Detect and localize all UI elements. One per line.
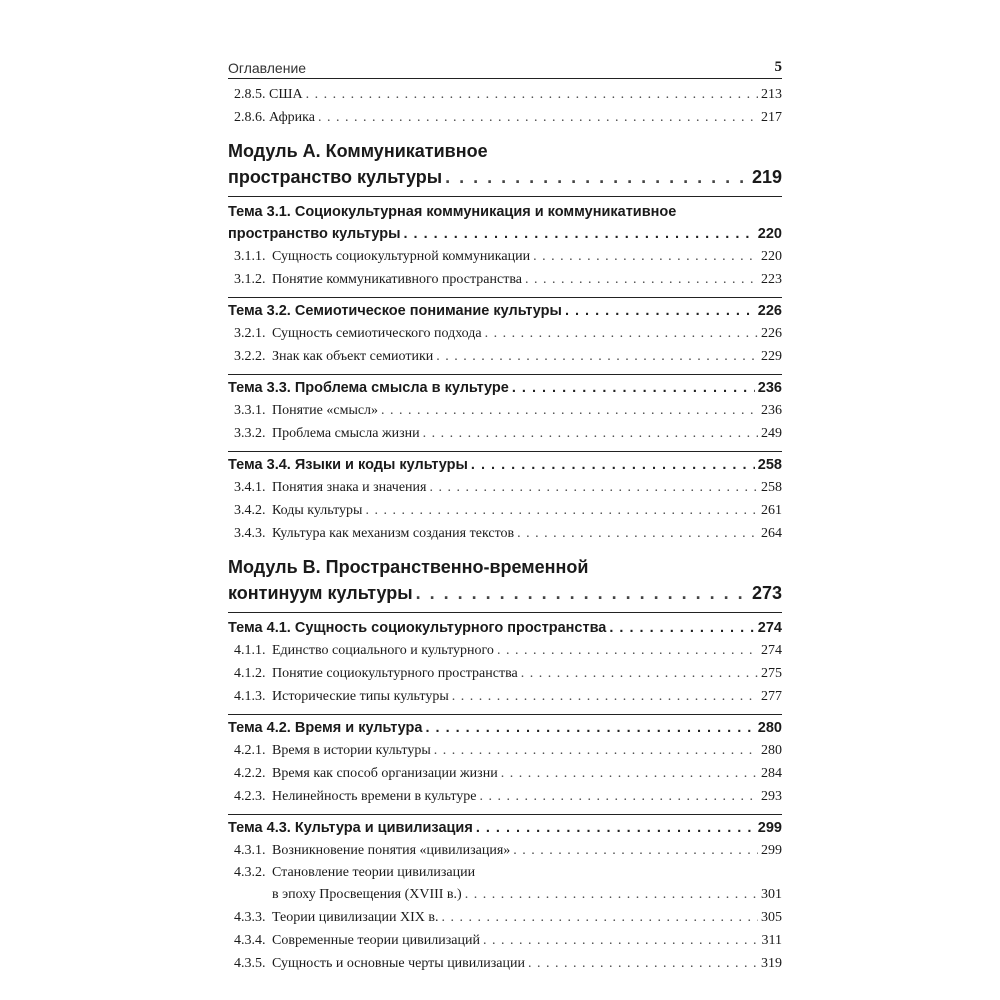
toc-entry-code: 4.3.5. <box>234 956 266 971</box>
toc-entry-code: 4.3.3. <box>234 910 266 925</box>
toc-entry-code: 4.2.2. <box>234 766 266 781</box>
topic-page: 280 <box>757 720 782 736</box>
toc-entry-page: 261 <box>761 503 782 518</box>
toc-entry-label: Исторические типы культуры <box>272 689 449 704</box>
topic-page: 236 <box>757 380 782 396</box>
topic-title: Тема 3.2. Семиотическое понимание культуры <box>228 303 562 319</box>
toc-entry[interactable] <box>228 245 782 268</box>
toc-entry[interactable] <box>228 929 782 952</box>
toc-entry-code: 4.3.4. <box>234 933 266 948</box>
toc-entry-label: Знак как объект семиотики <box>272 349 434 364</box>
toc-entry-page: 311 <box>761 933 782 948</box>
toc-entry-page: 319 <box>761 956 782 971</box>
toc-entry[interactable] <box>228 662 782 685</box>
toc-entry-label: Время в истории культуры <box>272 743 431 758</box>
module-page: 273 <box>751 583 782 603</box>
toc-entry-label: Понятие социокультурного пространства <box>272 666 518 681</box>
topic-4-2[interactable] <box>228 714 782 739</box>
toc-entry-code: 4.1.1. <box>234 643 266 658</box>
topic-title-line: пространство культуры <box>228 226 401 242</box>
toc-entry[interactable] <box>228 522 782 545</box>
topic-page: 226 <box>757 303 782 319</box>
toc-entry-page: 305 <box>761 910 782 925</box>
toc-entry-label: Сущность социокультурной коммуникации <box>272 249 531 264</box>
toc-entry-code: 4.3.1. <box>234 843 266 858</box>
toc-entry-label: в эпоху Просвещения (XVIII в.) <box>272 887 462 902</box>
toc-entry-page: 217 <box>761 110 782 125</box>
topic-4-3[interactable] <box>228 814 782 839</box>
topic-3-4[interactable] <box>228 451 782 476</box>
module-title-line: Модуль А. Коммуникативное <box>228 141 488 161</box>
toc-entry[interactable] <box>228 399 782 422</box>
toc-entry-page: 280 <box>761 743 782 758</box>
toc-entry-label: Сущность семиотического подхода <box>272 326 482 341</box>
toc-entry-label: Понятие коммуникативного пространства <box>272 272 522 287</box>
toc-entry-page: 249 <box>761 426 782 441</box>
toc-entry[interactable] <box>228 345 782 368</box>
toc-entry-page: 275 <box>761 666 782 681</box>
toc-entry-label: Культура как механизм создания текстов <box>272 526 515 541</box>
toc-entry-label: Возникновение понятия «цивилизация» <box>272 843 511 858</box>
toc-entry-page: 277 <box>761 689 782 704</box>
topic-title: Тема 4.2. Время и культура <box>228 720 423 736</box>
table-of-contents <box>228 83 782 975</box>
topic-page: 258 <box>757 457 782 473</box>
toc-page <box>228 54 782 975</box>
toc-entry-code: 3.4.3. <box>234 526 266 541</box>
toc-entry[interactable] <box>228 422 782 445</box>
toc-entry-page: 274 <box>761 643 782 658</box>
toc-entry-label: Время как способ организации жизни <box>272 766 498 781</box>
toc-entry[interactable] <box>228 83 782 106</box>
toc-entry-page: 258 <box>761 480 782 495</box>
toc-entry[interactable] <box>228 762 782 785</box>
toc-entry-code: 3.4.2. <box>234 503 266 518</box>
toc-entry-multiline[interactable] <box>228 862 782 906</box>
topic-title: Тема 4.3. Культура и цивилизация <box>228 820 473 836</box>
module-a-heading[interactable] <box>228 139 782 197</box>
module-title-line: пространство культуры <box>228 167 443 187</box>
toc-entry-label: Единство социального и культурного <box>272 643 494 658</box>
toc-entry-page: 213 <box>761 87 782 102</box>
toc-entry-code: 4.2.3. <box>234 789 266 804</box>
toc-entry[interactable] <box>228 685 782 708</box>
topic-4-1[interactable] <box>228 617 782 639</box>
toc-entry[interactable] <box>228 106 782 129</box>
toc-entry-label: 2.8.5. США <box>234 87 303 102</box>
topic-page: 220 <box>757 226 782 242</box>
toc-entry[interactable] <box>228 785 782 808</box>
toc-entry-page: 220 <box>761 249 782 264</box>
toc-entry-label: Сущность и основные черты цивилизации <box>272 956 525 971</box>
toc-entry-page: 301 <box>761 887 782 902</box>
topic-page: 274 <box>757 620 782 636</box>
toc-entry-code: 3.4.1. <box>234 480 266 495</box>
module-title-line: континуум культуры <box>228 583 413 603</box>
toc-entry-code: 3.1.1. <box>234 249 266 264</box>
toc-entry-label: Проблема смысла жизни <box>272 426 420 441</box>
toc-entry-label: Понятия знака и значения <box>272 480 427 495</box>
toc-entry-page: 299 <box>761 843 782 858</box>
toc-entry[interactable] <box>228 322 782 345</box>
module-title-line: Модуль В. Пространственно-временной <box>228 557 589 577</box>
toc-entry-code: 4.3.2. <box>234 865 266 880</box>
running-head <box>228 54 782 79</box>
topic-page: 299 <box>757 820 782 836</box>
toc-entry-code: 4.2.1. <box>234 743 266 758</box>
page-number: 5 <box>774 59 782 75</box>
toc-entry-code: 3.3.1. <box>234 403 266 418</box>
toc-entry-label: Нелинейность времени в культуре <box>272 789 477 804</box>
topic-3-1[interactable] <box>228 201 782 245</box>
topic-3-3[interactable] <box>228 374 782 399</box>
running-head-title: Оглавление <box>228 60 307 76</box>
toc-entry-label: Современные теории цивилизаций <box>272 933 480 948</box>
toc-entry-label: Коды культуры <box>272 503 363 518</box>
toc-entry-code: 3.2.1. <box>234 326 266 341</box>
toc-entry-label: Становление теории цивилизации <box>272 865 476 880</box>
topic-3-2[interactable] <box>228 297 782 322</box>
toc-entry-page: 229 <box>761 349 782 364</box>
toc-entry-code: 4.1.3. <box>234 689 266 704</box>
toc-entry-page: 264 <box>761 526 782 541</box>
toc-entry-page: 226 <box>761 326 782 341</box>
toc-entry-label: Понятие «смысл» <box>272 403 379 418</box>
toc-entry-label: Теории цивилизации XIX в. <box>272 910 439 925</box>
toc-entry-code: 3.1.2. <box>234 272 266 287</box>
toc-entry-label: 2.8.6. Африка <box>234 110 315 125</box>
toc-entry-page: 223 <box>761 272 782 287</box>
topic-title-line: Тема 3.1. Социокультурная коммуникация и коммуникативное <box>228 204 677 220</box>
toc-entry[interactable] <box>228 739 782 762</box>
toc-entry-code: 3.3.2. <box>234 426 266 441</box>
toc-entry-page: 236 <box>761 403 782 418</box>
toc-entry-code: 4.1.2. <box>234 666 266 681</box>
toc-entry[interactable] <box>228 499 782 522</box>
toc-entry[interactable] <box>228 268 782 291</box>
toc-entry[interactable] <box>228 839 782 862</box>
topic-title: Тема 3.4. Языки и коды культуры <box>228 457 468 473</box>
topic-title: Тема 4.1. Сущность социокультурного пространства <box>228 620 607 636</box>
topic-title: Тема 3.3. Проблема смысла в культуре <box>228 380 509 396</box>
toc-entry[interactable] <box>228 639 782 662</box>
module-b-heading[interactable] <box>228 555 782 613</box>
module-page: 219 <box>751 167 782 187</box>
toc-entry-page: 284 <box>761 766 782 781</box>
toc-entry[interactable] <box>228 476 782 499</box>
toc-entry[interactable] <box>228 952 782 975</box>
toc-entry-page: 293 <box>761 789 782 804</box>
toc-entry[interactable] <box>228 906 782 929</box>
toc-entry-code: 3.2.2. <box>234 349 266 364</box>
